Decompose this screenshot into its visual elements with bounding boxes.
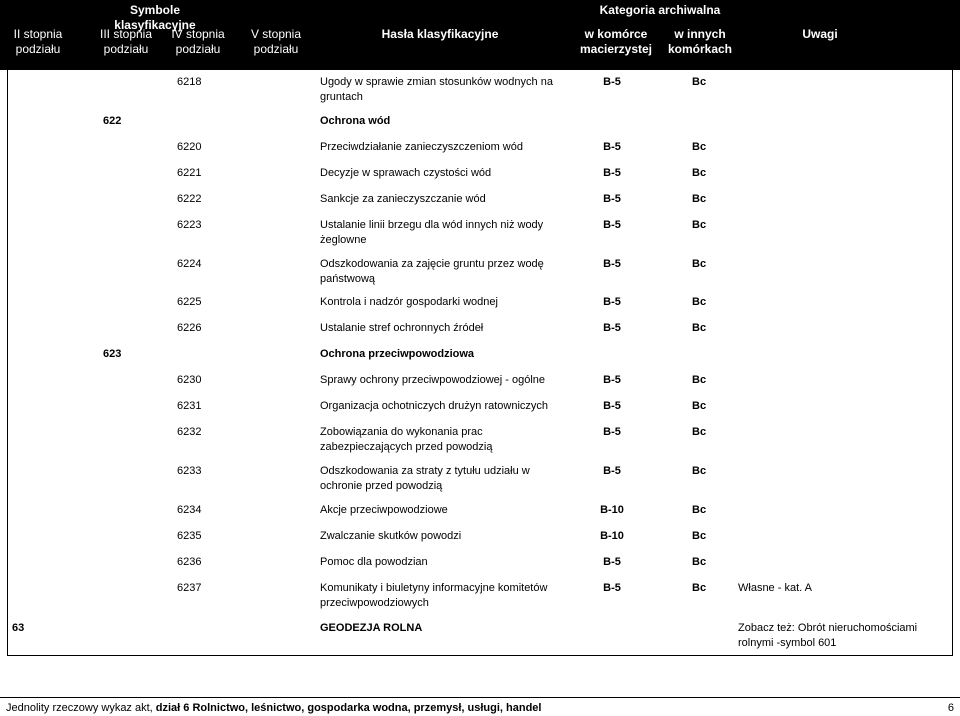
row-code: 6233 xyxy=(177,465,202,477)
row-code: 6223 xyxy=(177,219,202,231)
row-category-other: Bc xyxy=(692,465,707,477)
row-title: Przeciwdziałanie zanieczyszczeniom wód xyxy=(320,141,523,153)
row-code: 6236 xyxy=(177,556,202,568)
row-category-main: B-5 xyxy=(603,582,621,594)
row-title: Ochrona wód xyxy=(320,115,391,127)
row-title: Zobowiązania do wykonania prac zabezpieczających przed powodzią xyxy=(320,426,493,453)
row-code-level3: 623 xyxy=(103,348,122,360)
row-title: Komunikaty i biuletyny informacyjne komitetów przeciwpowodziowych xyxy=(320,582,548,609)
row-category-main: B-5 xyxy=(603,258,621,270)
header-level-3: III stopnia podziału xyxy=(99,27,153,56)
row-category-other: Bc xyxy=(692,556,707,568)
row-title: Pomoc dla powodzian xyxy=(320,556,428,568)
header-level-2: II stopnia podziału xyxy=(13,27,63,56)
footer-text xyxy=(6,700,541,716)
row-category-other: Bc xyxy=(692,504,707,516)
row-code: 6221 xyxy=(177,167,202,179)
row-category-other: Bc xyxy=(692,322,707,334)
page-footer xyxy=(0,697,960,716)
header-archive-group: Kategoria archiwalna xyxy=(599,3,721,17)
header-level-5: V stopnia podziału xyxy=(250,27,302,56)
row-category-main: B-5 xyxy=(603,141,621,153)
row-category-other: Bc xyxy=(692,582,707,594)
row-title: Sankcje za zanieczyszczanie wód xyxy=(320,193,486,205)
row-code: 6230 xyxy=(177,374,202,386)
row-category-other: Bc xyxy=(692,426,707,438)
row-category-main: B-10 xyxy=(600,530,624,542)
row-code: 6218 xyxy=(177,76,202,88)
row-title: Odszkodowania za straty z tytułu udziału w ochronie przed powodzią xyxy=(320,465,530,492)
row-code: 6231 xyxy=(177,400,202,412)
row-category-other: Bc xyxy=(692,193,707,205)
row-category-main: B-5 xyxy=(603,193,621,205)
row-category-main: B-10 xyxy=(600,504,624,516)
footer-prefix: Jednolity rzeczowy wykaz akt, xyxy=(6,702,156,714)
row-title: Ochrona przeciwpowodziowa xyxy=(320,348,475,360)
row-category-main: B-5 xyxy=(603,167,621,179)
row-category-main: B-5 xyxy=(603,465,621,477)
row-title: Ustalanie linii brzegu dla wód innych niż wody żeglowne xyxy=(320,219,544,246)
row-code: 6235 xyxy=(177,530,202,542)
table-header xyxy=(0,0,960,70)
footer-section: dział 6 Rolnictwo, leśnictwo, gospodarka wodna, przemysł, usługi, handel xyxy=(155,702,542,714)
header-notes: Uwagi xyxy=(802,27,838,41)
header-keywords: Hasła klasyfikacyjne xyxy=(381,27,499,41)
row-title: Ustalanie stref ochronnych źródeł xyxy=(320,322,484,334)
row-code: 6220 xyxy=(177,141,202,153)
row-code: 6234 xyxy=(177,504,202,516)
row-title: Sprawy ochrony przeciwpowodziowej - ogólne xyxy=(320,374,546,386)
row-title: Ugody w sprawie zmian stosunków wodnych na gruntach xyxy=(320,76,553,103)
row-category-other: Bc xyxy=(692,530,707,542)
row-code: 6226 xyxy=(177,322,202,334)
row-category-main: B-5 xyxy=(603,400,621,412)
row-notes: Zobacz też: Obrót nieruchomościami rolnymi -symbol 601 xyxy=(738,622,918,649)
row-code: 6232 xyxy=(177,426,202,438)
header-archive-other: w innych komórkach xyxy=(667,27,733,56)
row-category-main: B-5 xyxy=(603,374,621,386)
row-code: 6225 xyxy=(177,296,202,308)
row-title: Zwalczanie skutków powodzi xyxy=(320,530,462,542)
row-title: Odszkodowania za zajęcie gruntu przez wodę państwową xyxy=(320,258,544,285)
row-category-main: B-5 xyxy=(603,556,621,568)
row-code: 6224 xyxy=(177,258,202,270)
row-code-level2: 63 xyxy=(12,622,25,634)
row-title: Decyzje w sprawach czystości wód xyxy=(320,167,492,179)
header-archive-main: w komórce macierzystej xyxy=(579,27,653,56)
row-category-other: Bc xyxy=(692,141,707,153)
row-category-main: B-5 xyxy=(603,296,621,308)
row-category-main: B-5 xyxy=(603,322,621,334)
header-level-4: IV stopnia podziału xyxy=(171,27,225,56)
row-category-other: Bc xyxy=(692,374,707,386)
row-title: Kontrola i nadzór gospodarki wodnej xyxy=(320,296,498,308)
row-title: Organizacja ochotniczych drużyn ratowniczych xyxy=(320,400,549,412)
row-category-main: B-5 xyxy=(603,76,621,88)
row-code-level3: 622 xyxy=(103,115,122,127)
row-category-other: Bc xyxy=(692,258,707,270)
row-notes: Własne - kat. A xyxy=(738,582,812,594)
row-category-other: Bc xyxy=(692,219,707,231)
row-title: GEODEZJA ROLNA xyxy=(320,622,423,634)
row-category-other: Bc xyxy=(692,400,707,412)
row-title: Akcje przeciwpowodziowe xyxy=(320,504,448,516)
row-category-other: Bc xyxy=(692,76,707,88)
row-category-other: Bc xyxy=(692,296,707,308)
row-category-main: B-5 xyxy=(603,219,621,231)
row-code: 6237 xyxy=(177,582,202,594)
row-category-other: Bc xyxy=(692,167,707,179)
row-category-main: B-5 xyxy=(603,426,621,438)
page-number: 6 xyxy=(947,702,954,714)
header-symbol-group: Symbole klasyfikacyjne xyxy=(114,3,196,32)
row-code: 6222 xyxy=(177,193,202,205)
